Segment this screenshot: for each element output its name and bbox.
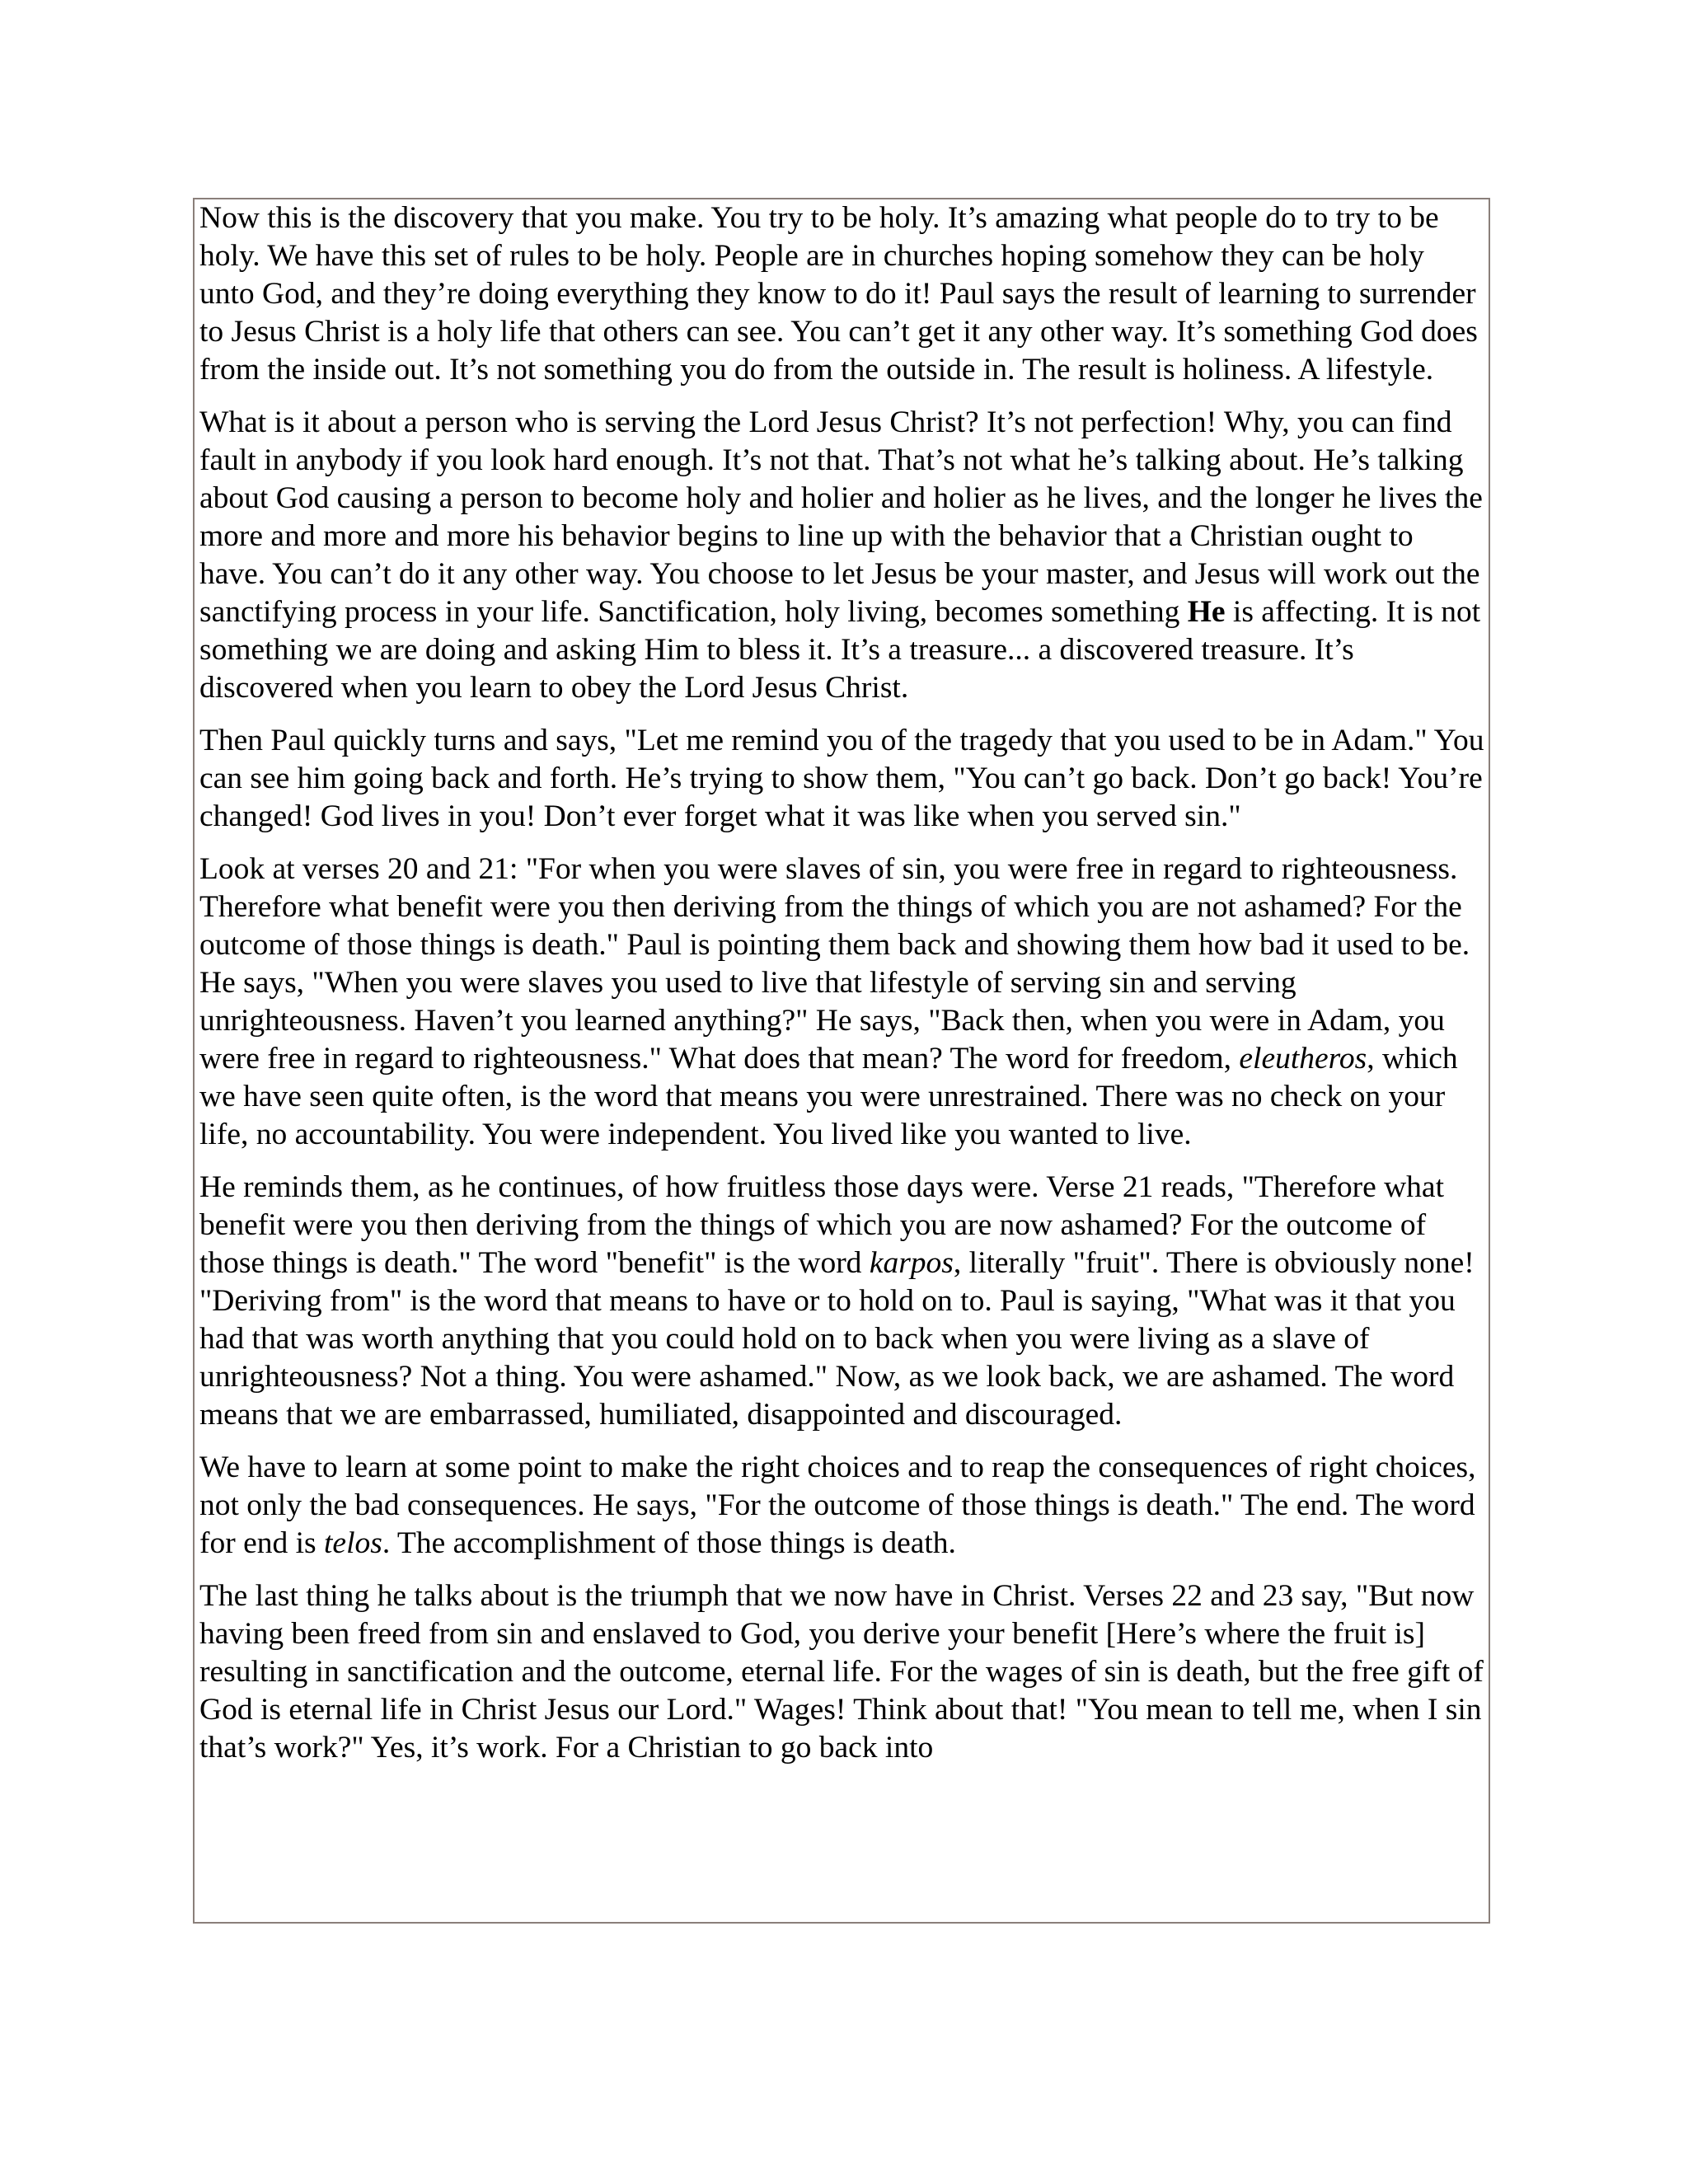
- paragraph-text: We have to learn at some point to make the right choices and to reap the consequences of right choices, not only the bad consequences. He says, "For the outcome of those things is death." The end. The word for end is: [199, 1451, 1476, 1560]
- paragraph-text: . The accomplishment of those things is death.: [382, 1526, 956, 1560]
- paragraph-text: He reminds them, as he continues, of how fruitless those days were. Verse 21 reads, "Therefore what benefit were you then deriving from the things of which you are now ashamed? For the outcome of those things is death." The word "benefit" is the word: [199, 1170, 1444, 1280]
- italic-term: telos: [324, 1526, 382, 1560]
- paragraph-text: What is it about a person who is serving the Lord Jesus Christ? It’s not perfection! Why, you can find fault in anybody if you look hard enough. It’s not that. That’s not what he’s talking about. He’s talking about God causing a person to become holy and holier and holier as he lives, and the longer he lives the more and more and more his behavior begins to line up with the behavior that a Christian ought to have. You can’t do it any other way. You choose to let Jesus be your master, and Jesus will work out the sanctifying process in your life. Sanctification, holy living, becomes something: [199, 405, 1483, 629]
- bold-term: He: [1187, 595, 1226, 629]
- paragraph-text: The last thing he talks about is the triumph that we now have in Christ. Verses 22 and 23 say, "But now having been freed from sin and enslaved to God, you derive your benefit [Here’s where the fruit is] resulting in sanctification and the outcome, eternal life. For the wages of sin is death, but the free gift of God is eternal life in Christ Jesus our Lord." Wages! Think about that! "You mean to tell me, when I sin that’s work?" Yes, it’s work. For a Christian to go back into: [199, 1579, 1484, 1765]
- document-text-frame: [193, 198, 1490, 1924]
- paragraph-text: Then Paul quickly turns and says, "Let me remind you of the tragedy that you used to be in Adam." You can see him going back and forth. He’s trying to show them, "You can’t go back. Don’t go back! You’re changed! God lives in you! Don’t ever forget what it was like when you served sin.": [199, 724, 1484, 833]
- paragraph: [199, 722, 1485, 836]
- italic-term: eleutheros: [1239, 1042, 1367, 1076]
- paragraph: [199, 851, 1485, 1154]
- paragraph-text: Look at verses 20 and 21: "For when you were slaves of sin, you were free in regard to righteousness. Therefore what benefit were you then deriving from the things of which you are not ashamed? For the outcome of those things is death." Paul is pointing them back and showing them how bad it used to be. He says, "When you were slaves you used to live that lifestyle of serving sin and serving unrighteousness. Haven’t you learned anything?" He says, "Back then, when you were in Adam, you were free in regard to righteousness." What does that mean? The word for freedom,: [199, 852, 1470, 1076]
- paragraph-text: is affecting. It is not something we are doing and asking Him to bless it. It’s a treasure... a discovered treasure. It’s discovered when you learn to obey the Lord Jesus Christ.: [199, 595, 1481, 705]
- paragraph: [199, 199, 1485, 389]
- italic-term: karpos: [869, 1246, 954, 1280]
- paragraph-text: , literally "fruit". There is obviously none! "Deriving from" is the word that means to have or to hold on to. Paul is saying, "What was it that you had that was worth anything that you could hold on to back when you were living as a slave of unrighteousness? Not a thing. You were ashamed." Now, as we look back, we are ashamed. The word means that we are embarrassed, humiliated, disappointed and discouraged.: [199, 1246, 1475, 1432]
- paragraph: [199, 1449, 1485, 1563]
- paragraph: [199, 404, 1485, 707]
- paragraph: [199, 1169, 1485, 1434]
- paragraph-text: , which we have seen quite often, is the word that means you were unrestrained. There was no check on your life, no accountability. You were independent. You lived like you wanted to live.: [199, 1042, 1458, 1151]
- paragraph-text: Now this is the discovery that you make. You try to be holy. It’s amazing what people do to try to be holy. We have this set of rules to be holy. People are in churches hoping somehow they can be holy unto God, and they’re doing everything they know to do it! Paul says the result of learning to surrender to Jesus Christ is a holy life that others can see. You can’t get it any other way. It’s something God does from the inside out. It’s not something you do from the outside in. The result is holiness. A lifestyle.: [199, 201, 1478, 387]
- paragraph: [199, 1577, 1485, 1767]
